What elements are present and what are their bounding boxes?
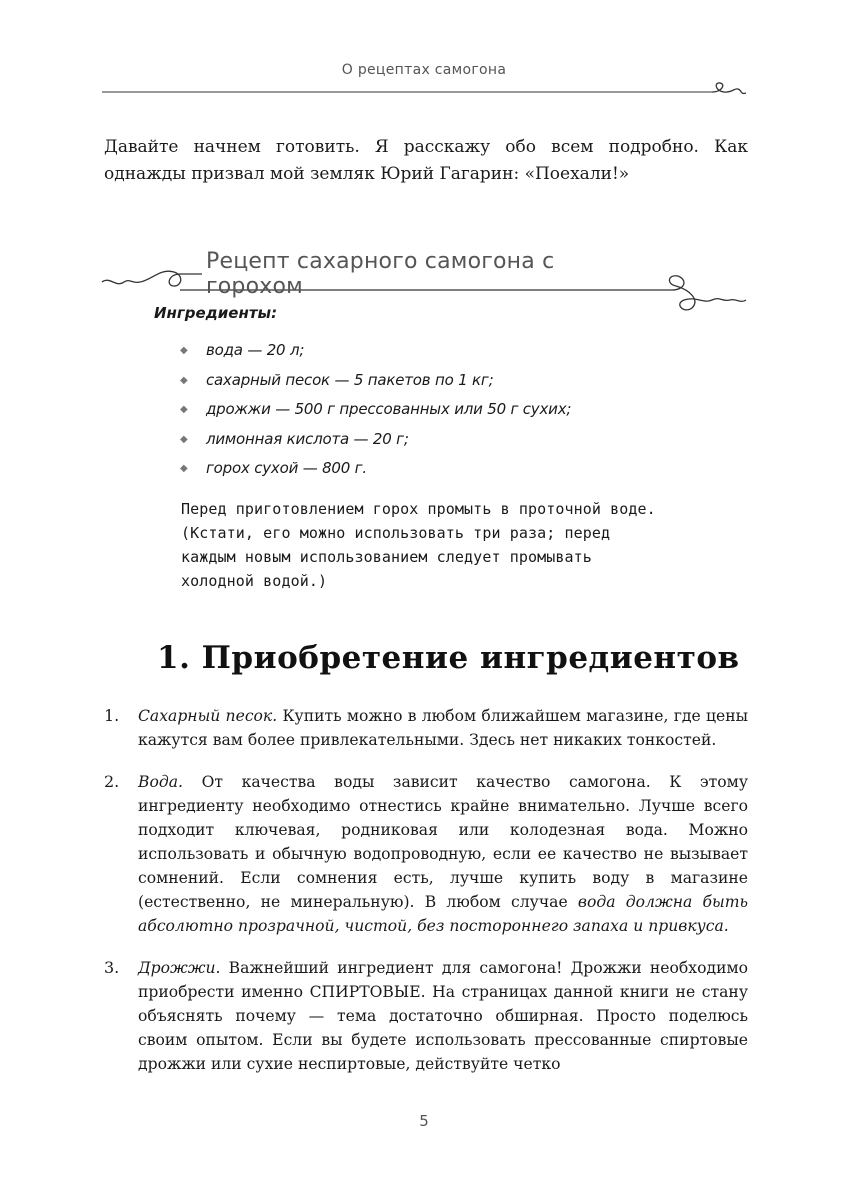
item-emphasis: вода должна быть абсолютно прозрачной, чистой, без постороннего запаха и привкуса.: [138, 893, 748, 935]
list-item: [104, 956, 748, 1076]
ingredient-text: сахарный песок — 5 пакетов по 1 кг;: [206, 370, 494, 389]
ingredient-text: лимонная кислота — 20 г;: [206, 429, 409, 448]
chapter-title: 1. Приобретение ингредиентов: [157, 640, 740, 676]
intro-paragraph: Давайте начнем готовить. Я расскажу обо всем подробно. Как однажды призвал мой земляк Юрий Гагарин: «Поехали!»: [104, 137, 748, 184]
item-text: От качества воды зависит качество самогона. К этому ингредиенту необходимо отнестись крайне внимательно. Лучше всего подходит ключевая, родниковая или колодезная вода. Можно использовать и обычную водопроводную, если ее качество не вызывает сомнений. Если сомнения есть, лучше купить воду в магазине (естественно, не минеральную). В любом случае: [138, 773, 748, 911]
ingredients-list: [180, 336, 571, 484]
diamond-bullet-icon: ◆: [180, 433, 188, 445]
item-body: [138, 770, 748, 938]
item-body: [138, 704, 748, 752]
list-item: [180, 454, 571, 484]
list-item: [180, 425, 571, 455]
page-number: 5: [419, 1112, 429, 1130]
item-number: 2.: [104, 772, 120, 791]
item-text: Важнейший ингредиент для самогона! Дрожжи необходимо приобрести именно СПИРТОВЫЕ. На страницах данной книги не стану объяснять почему — тема достаточно обширная. Просто поделюсь своим опытом. Если вы будете использовать прессованные спиртовые дрожжи или сухие неспиртовые, действуйте четко: [138, 959, 748, 1073]
item-text: Купить можно в любом ближайшем магазине, где цены кажутся вам более привлекательными. Здесь нет никаких тонкостей.: [138, 707, 749, 749]
list-item: [104, 704, 748, 752]
header-rule-flourish-icon: [100, 80, 750, 104]
list-item: [180, 336, 571, 366]
list-item: [104, 770, 748, 938]
ingredient-text: горох сухой — 800 г.: [206, 459, 367, 477]
diamond-bullet-icon: ◆: [180, 374, 188, 386]
diamond-bullet-icon: ◆: [180, 345, 188, 356]
item-body: [138, 956, 748, 1076]
ingredient-text: вода — 20 л;: [206, 341, 305, 359]
item-number: 1.: [104, 706, 120, 725]
item-term: Вода.: [138, 773, 183, 791]
list-item: [180, 366, 571, 396]
running-head: О рецептах самогона: [341, 62, 507, 78]
diamond-bullet-icon: ◆: [180, 463, 188, 474]
ingredients-heading: Ингредиенты:: [154, 304, 278, 322]
item-number: 3.: [104, 958, 120, 977]
item-term: Сахарный песок.: [138, 707, 278, 725]
preparation-note: Перед приготовлением горох промыть в проточной воде. (Кстати, его можно использовать три раза; перед каждым новым использованием следует промывать холодной водой.): [181, 500, 656, 590]
item-term: Дрожжи.: [138, 959, 221, 977]
recipe-title: Рецепт сахарного самогона с горохом: [206, 249, 555, 299]
ingredient-text: дрожжи — 500 г прессованных или 50 г сухих;: [206, 400, 572, 418]
diamond-bullet-icon: ◆: [180, 404, 188, 415]
list-item: [180, 395, 571, 425]
numbered-list: [104, 704, 748, 1094]
